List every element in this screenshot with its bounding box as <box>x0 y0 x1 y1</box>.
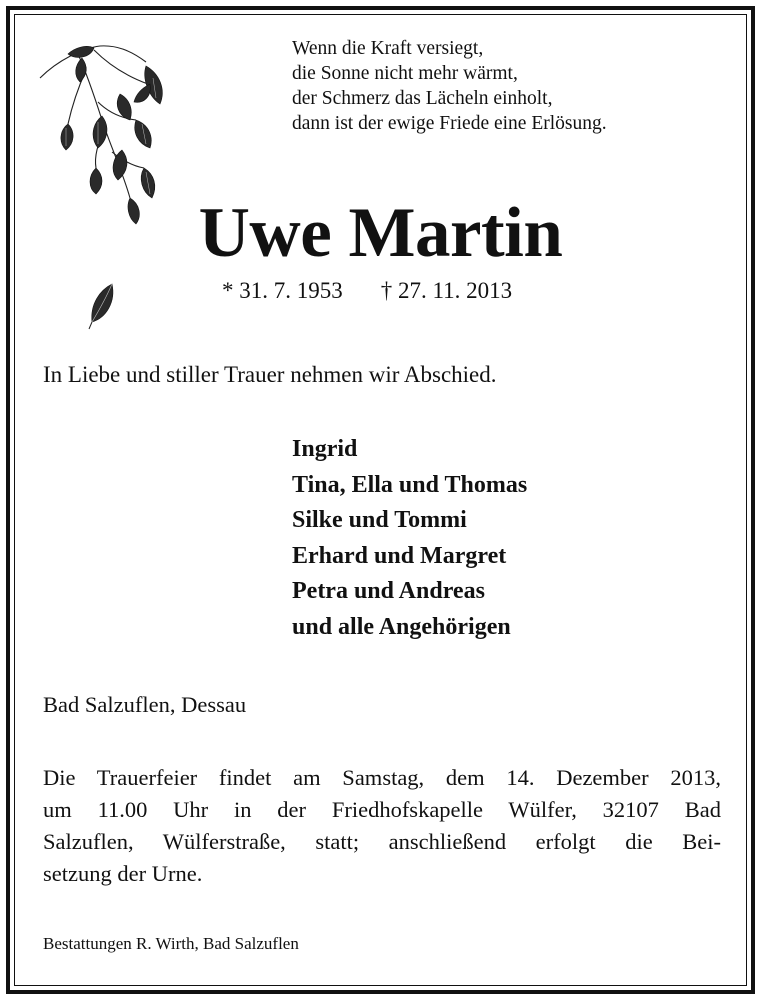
life-dates <box>222 276 512 306</box>
poem <box>292 36 732 136</box>
ceremony-line: Salzuflen, Wülferstraße, statt; anschließend erfolgt die Bei- <box>43 829 721 854</box>
ceremony-notice <box>43 762 721 890</box>
place-text: Bad Salzuflen, Dessau <box>43 692 247 717</box>
mourner-line: Ingrid <box>292 436 358 462</box>
mourner-line: und alle Angehörigen <box>292 613 511 640</box>
farewell-text: In Liebe und stiller Trauer nehmen wir Abschied. <box>43 362 497 387</box>
deceased-name: Uwe Martin <box>198 194 563 272</box>
falling-leaf-icon <box>86 282 120 330</box>
mourner-line: Erhard und Margret <box>292 542 507 569</box>
poem-line: der Schmerz das Lächeln einholt, <box>292 88 553 109</box>
death-date: † 27. 11. 2013 <box>380 278 513 303</box>
mourner-line: Petra und Andreas <box>292 578 485 604</box>
mourner-line: Tina, Ella und Thomas <box>292 471 528 498</box>
mourners-list <box>292 432 527 645</box>
ceremony-line: setzung der Urne. <box>43 861 203 886</box>
poem-line: die Sonne nicht mehr wärmt, <box>292 63 518 84</box>
poem-line: dann ist der ewige Friede eine Erlösung. <box>292 113 607 134</box>
ceremony-line: um 11.00 Uhr in der Friedhofskapelle Wülfer, 32107 Bad <box>43 797 721 822</box>
poem-line: Wenn die Kraft versiegt, <box>292 38 484 59</box>
undertaker-text: Bestattungen R. Wirth, Bad Salzuflen <box>43 934 299 953</box>
mourner-line: Silke und Tommi <box>292 507 467 533</box>
ceremony-line: Die Trauerfeier findet am Samstag, dem 14. Dezember 2013, <box>43 765 721 790</box>
birth-date: * 31. 7. 1953 <box>222 278 343 303</box>
